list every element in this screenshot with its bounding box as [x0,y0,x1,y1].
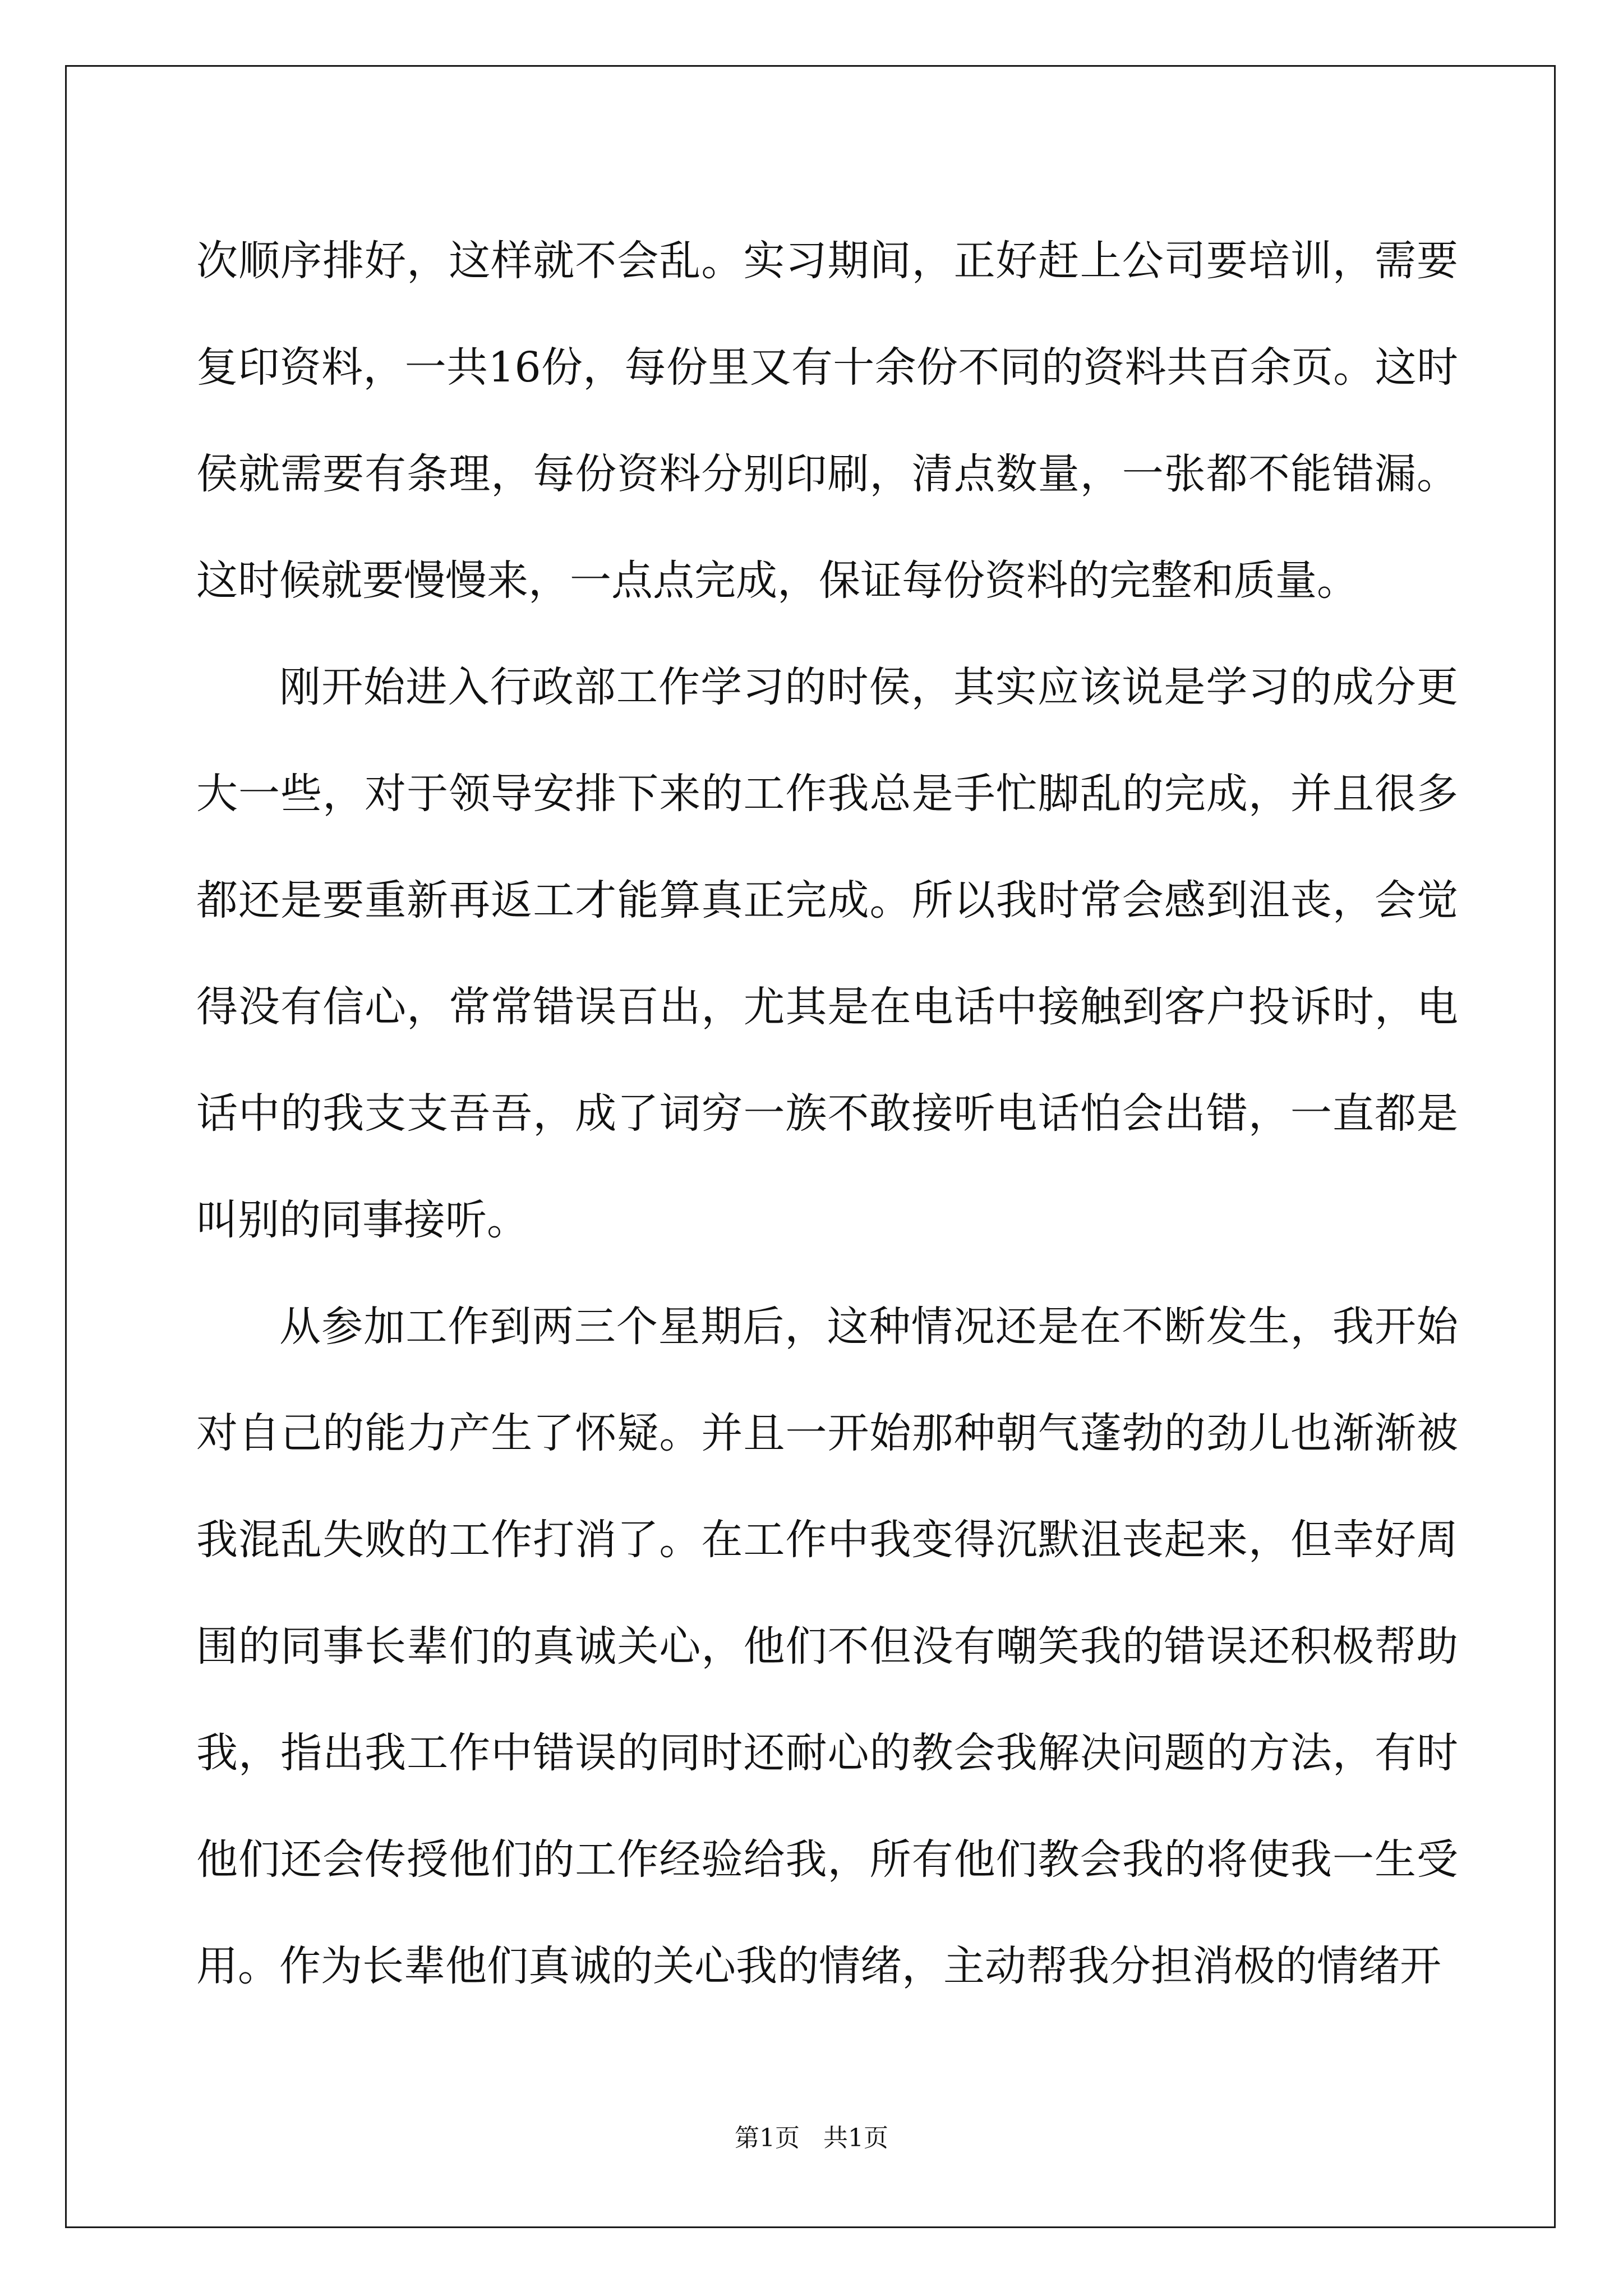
document-body [196,208,1458,2019]
paragraph-1: 次顺序排好，这样就不会乱。实习期间，正好赶上公司要培训，需要复印资料，一共16份，每份里又有十余份不同的资料共百余页。这时侯就需要有条理，每份资料分别印刷，清点数量，一张都不能错漏。这时候就要慢慢来，一点点完成，保证每份资料的完整和质量。 [196,237,1458,605]
paragraph-2: 刚开始进入行政部工作学习的时侯，其实应该说是学习的成分更大一些，对于领导安排下来的工作我总是手忙脚乱的完成，并且很多都还是要重新再返工才能算真正完成。所以我时常会感到沮丧，会觉得没有信心，常常错误百出，尤其是在电话中接触到客户投诉时，电话中的我支支吾吾，成了词穷一族不敢接听电话怕会出错，一直都是叫别的同事接听。 [196,663,1458,1244]
paragraph-3: 从参加工作到两三个星期后，这种情况还是在不断发生，我开始对自己的能力产生了怀疑。并且一开始那种朝气蓬勃的劲儿也渐渐被我混乱失败的工作打消了。在工作中我变得沉默沮丧起来，但幸好周围的同事长辈们的真诚关心，他们不但没有嘲笑我的错误还积极帮助我，指出我工作中错误的同时还耐心的教会我解决问题的方法，有时他们还会传授他们的工作经验给我，所有他们教会我的将使我一生受用。作为长辈他们真诚的关心我的情绪，主动帮我分担消极的情绪开 [196,1303,1458,1990]
page-number-footer: 第1页 共1页 [735,2124,888,2152]
